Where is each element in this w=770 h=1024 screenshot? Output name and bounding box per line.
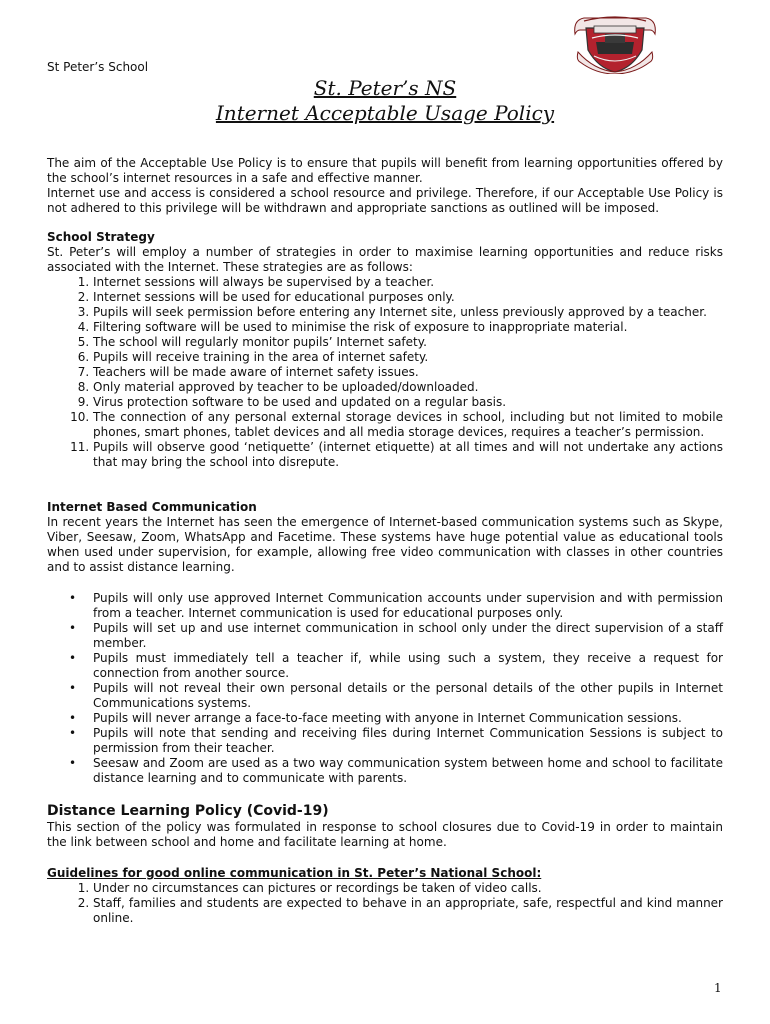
guidelines-list [47, 881, 723, 926]
list-item: 1. Internet sessions will always be supervised by a teacher. [93, 275, 723, 290]
internet-communication-heading: Internet Based Communication [47, 500, 257, 514]
list-item: 7. Teachers will be made aware of internet safety issues. [93, 365, 723, 380]
document-title-school: St. Peter’s NS [313, 76, 457, 100]
list-item: 1. Under no circumstances can pictures or recordings be taken of video calls. [93, 881, 723, 896]
intro-paragraph-aim: The aim of the Acceptable Use Policy is to ensure that pupils will benefit from learning opportunities offered by the school’s internet resources in a safe and effective manner. [47, 156, 723, 185]
list-item: 10. The connection of any personal external storage devices in school, including but not limited to mobile phones, smart phones, tablet devices and all media storage devices, requires a teacher’s permission. [93, 410, 723, 440]
distance-learning-heading: Distance Learning Policy (Covid-19) [47, 803, 329, 819]
page-number: 1 [714, 981, 722, 995]
distance-learning-intro: This section of the policy was formulated in response to school closures due to Covid-19 in order to maintain the link between school and home and facilitate learning at home. [47, 820, 723, 849]
list-item: 5. The school will regularly monitor pupils’ Internet safety. [93, 335, 723, 350]
list-item: 3. Pupils will seek permission before entering any Internet site, unless previously approved by a teacher. [93, 305, 723, 320]
list-item: 9. Virus protection software to be used and updated on a regular basis. [93, 395, 723, 410]
school-name-header: St Peter’s School [47, 60, 149, 74]
list-item: • Pupils will not reveal their own personal details or the personal details of the other pupils in Internet Communications systems. [93, 681, 723, 711]
list-item: • Pupils must immediately tell a teacher if, while using such a system, they receive a request for connection from another source. [93, 651, 723, 681]
intro-paragraph-privilege: Internet use and access is considered a school resource and privilege. Therefore, if our Acceptable Use Policy is not adhered to this privilege will be withdrawn and appropriate sanctions as outlined will be imposed. [47, 186, 723, 215]
list-item: 11. Pupils will observe good ‘netiquette’ (internet etiquette) at all times and will not undertake any actions that may bring the school into disrepute. [93, 440, 723, 470]
internet-communication-intro: In recent years the Internet has seen the emergence of Internet-based communication systems such as Skype, Viber, Seesaw, Zoom, WhatsApp and Facetime. These systems have huge potential value as educational tools when used under supervision, for example, allowing free video communication with classes in other countries and to assist distance learning. [47, 515, 723, 574]
school-strategy-list [47, 275, 723, 470]
list-item: • Pupils will only use approved Internet Communication accounts under supervision and with permission from a teacher. Internet communication is used for educational purposes only. [93, 591, 723, 621]
list-item: 4. Filtering software will be used to minimise the risk of exposure to inappropriate material. [93, 320, 723, 335]
school-strategy-intro: St. Peter’s will employ a number of strategies in order to maximise learning opportunities and reduce risks associated with the Internet. These strategies are as follows: [47, 245, 723, 274]
list-item: 6. Pupils will receive training in the area of internet safety. [93, 350, 723, 365]
document-body [47, 156, 723, 926]
list-item: 8. Only material approved by teacher to be uploaded/downloaded. [93, 380, 723, 395]
document-title-policy: Internet Acceptable Usage Policy [215, 101, 555, 125]
list-item: • Pupils will set up and use internet communication in school only under the direct supervision of a staff member. [93, 621, 723, 651]
school-strategy-heading: School Strategy [47, 230, 155, 244]
list-item: • Pupils will note that sending and receiving files during Internet Communication Sessions is subject to permission from their teacher. [93, 726, 723, 756]
list-item: • Pupils will never arrange a face-to-face meeting with anyone in Internet Communication sessions. [93, 711, 723, 726]
list-item: 2. Internet sessions will be used for educational purposes only. [93, 290, 723, 305]
guidelines-heading: Guidelines for good online communication in St. Peter’s National School: [47, 866, 542, 880]
list-item: • Seesaw and Zoom are used as a two way communication system between home and school to facilitate distance learning and to communicate with parents. [93, 756, 723, 786]
school-crest-logo [572, 8, 658, 74]
internet-communication-list [47, 591, 723, 786]
list-item: 2. Staff, families and students are expected to behave in an appropriate, safe, respectful and kind manner online. [93, 896, 723, 926]
